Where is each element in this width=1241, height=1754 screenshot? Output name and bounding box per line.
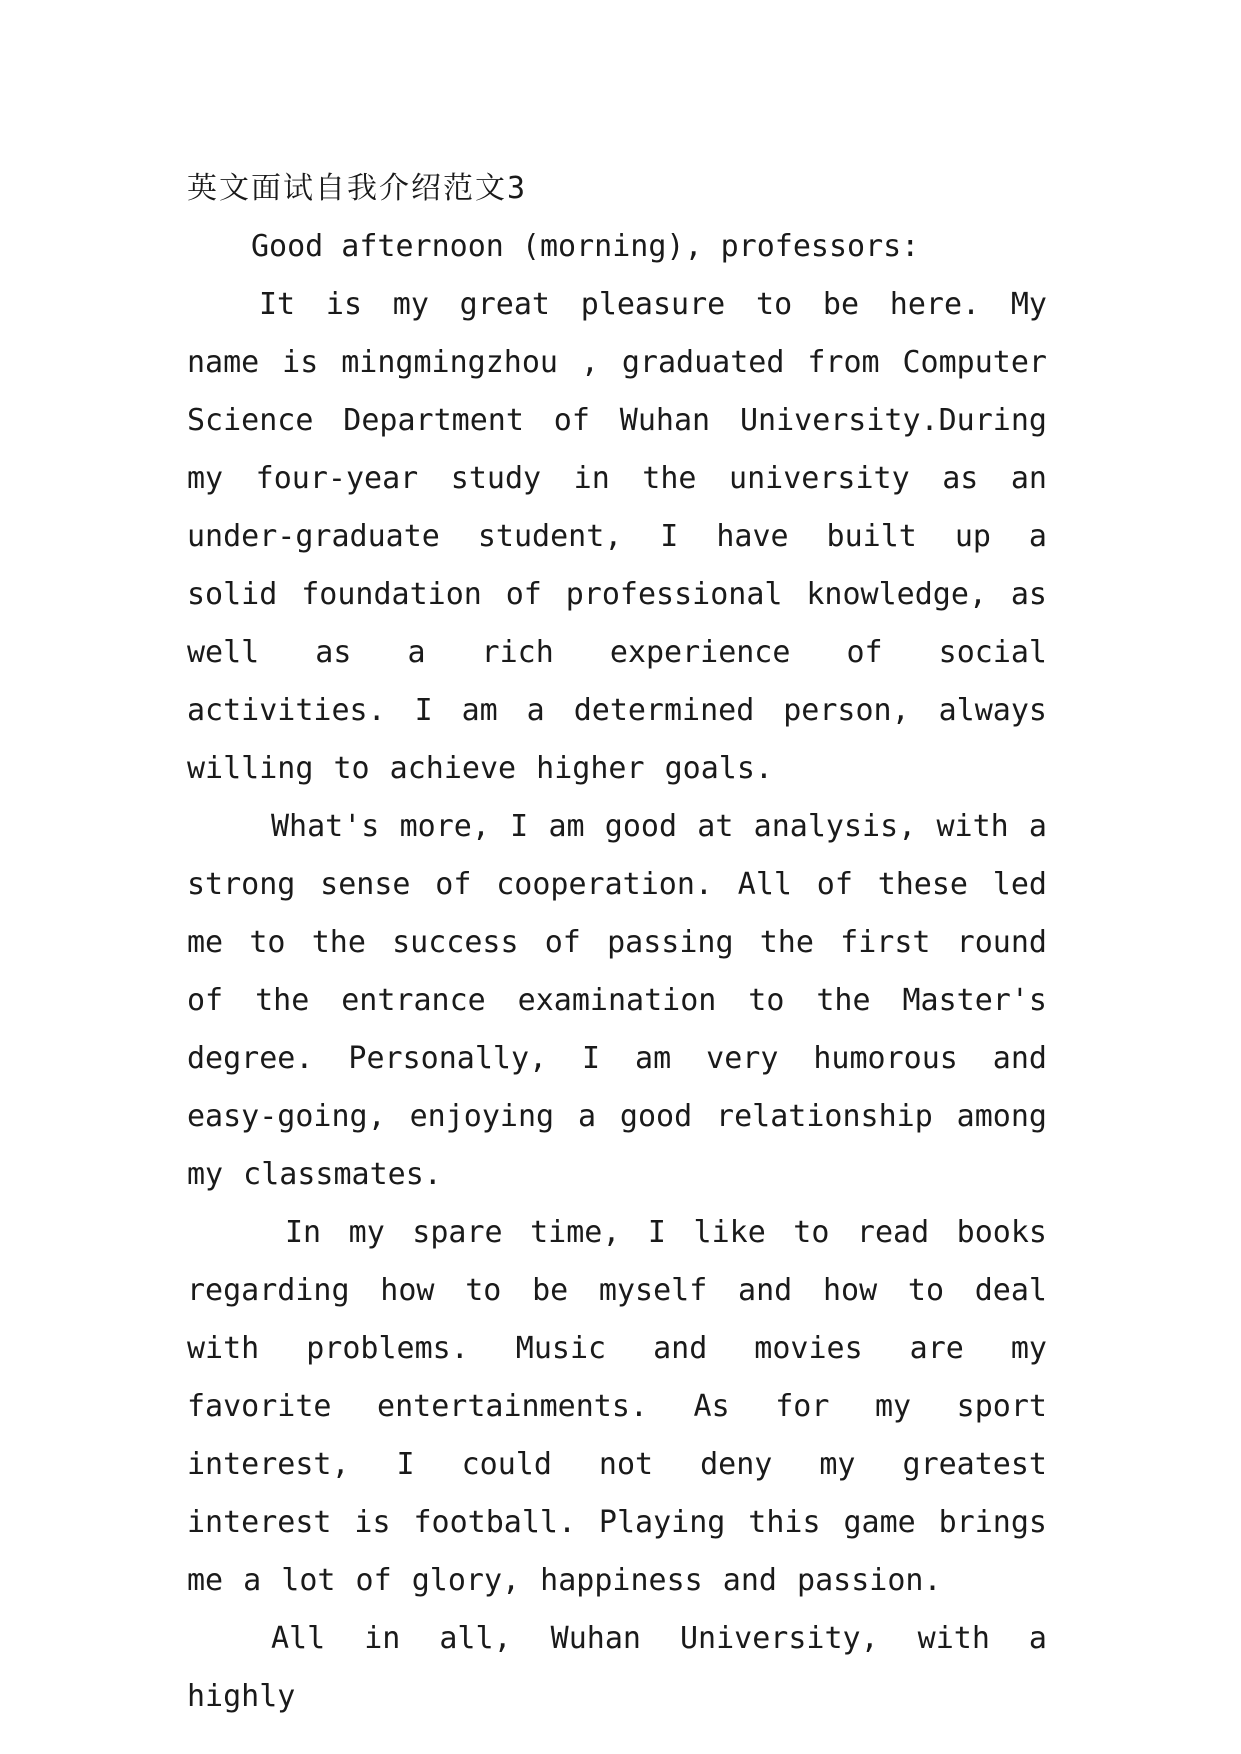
paragraph-hobbies: In my spare time, I like to read books regarding how to be myself and how to deal with problems. Music and movies are my favorite entertainments. As for my sport interest, I could not deny my greatest interest is football. Playing this game brings me a lot of glory, happiness and passion.	[187, 1215, 1047, 1598]
greeting-line: Good afternoon (morning), professors:	[251, 229, 920, 264]
document-body	[187, 160, 1047, 1726]
paragraph-introduction: It is my great pleasure to be here. My name is mingmingzhou , graduated from Computer Science Department of Wuhan University.During my four-year study in the university as an under-graduate student, I have built up a solid foundation of professional knowledge, as well as a rich experience of social activities. I am a determined person, always willing to achieve higher goals.	[187, 287, 1047, 786]
document-title: 英文面试自我介绍范文3	[187, 171, 528, 206]
paragraph-strengths: What's more, I am good at analysis, with a strong sense of cooperation. All of these led me to the success of passing the first round of the entrance examination to the Master's degree. Personally, I am very humorous and easy-going, enjoying a good relationship among my classmates.	[187, 809, 1047, 1192]
paragraph-conclusion: All in all, Wuhan University, with a highly	[187, 1621, 1047, 1714]
